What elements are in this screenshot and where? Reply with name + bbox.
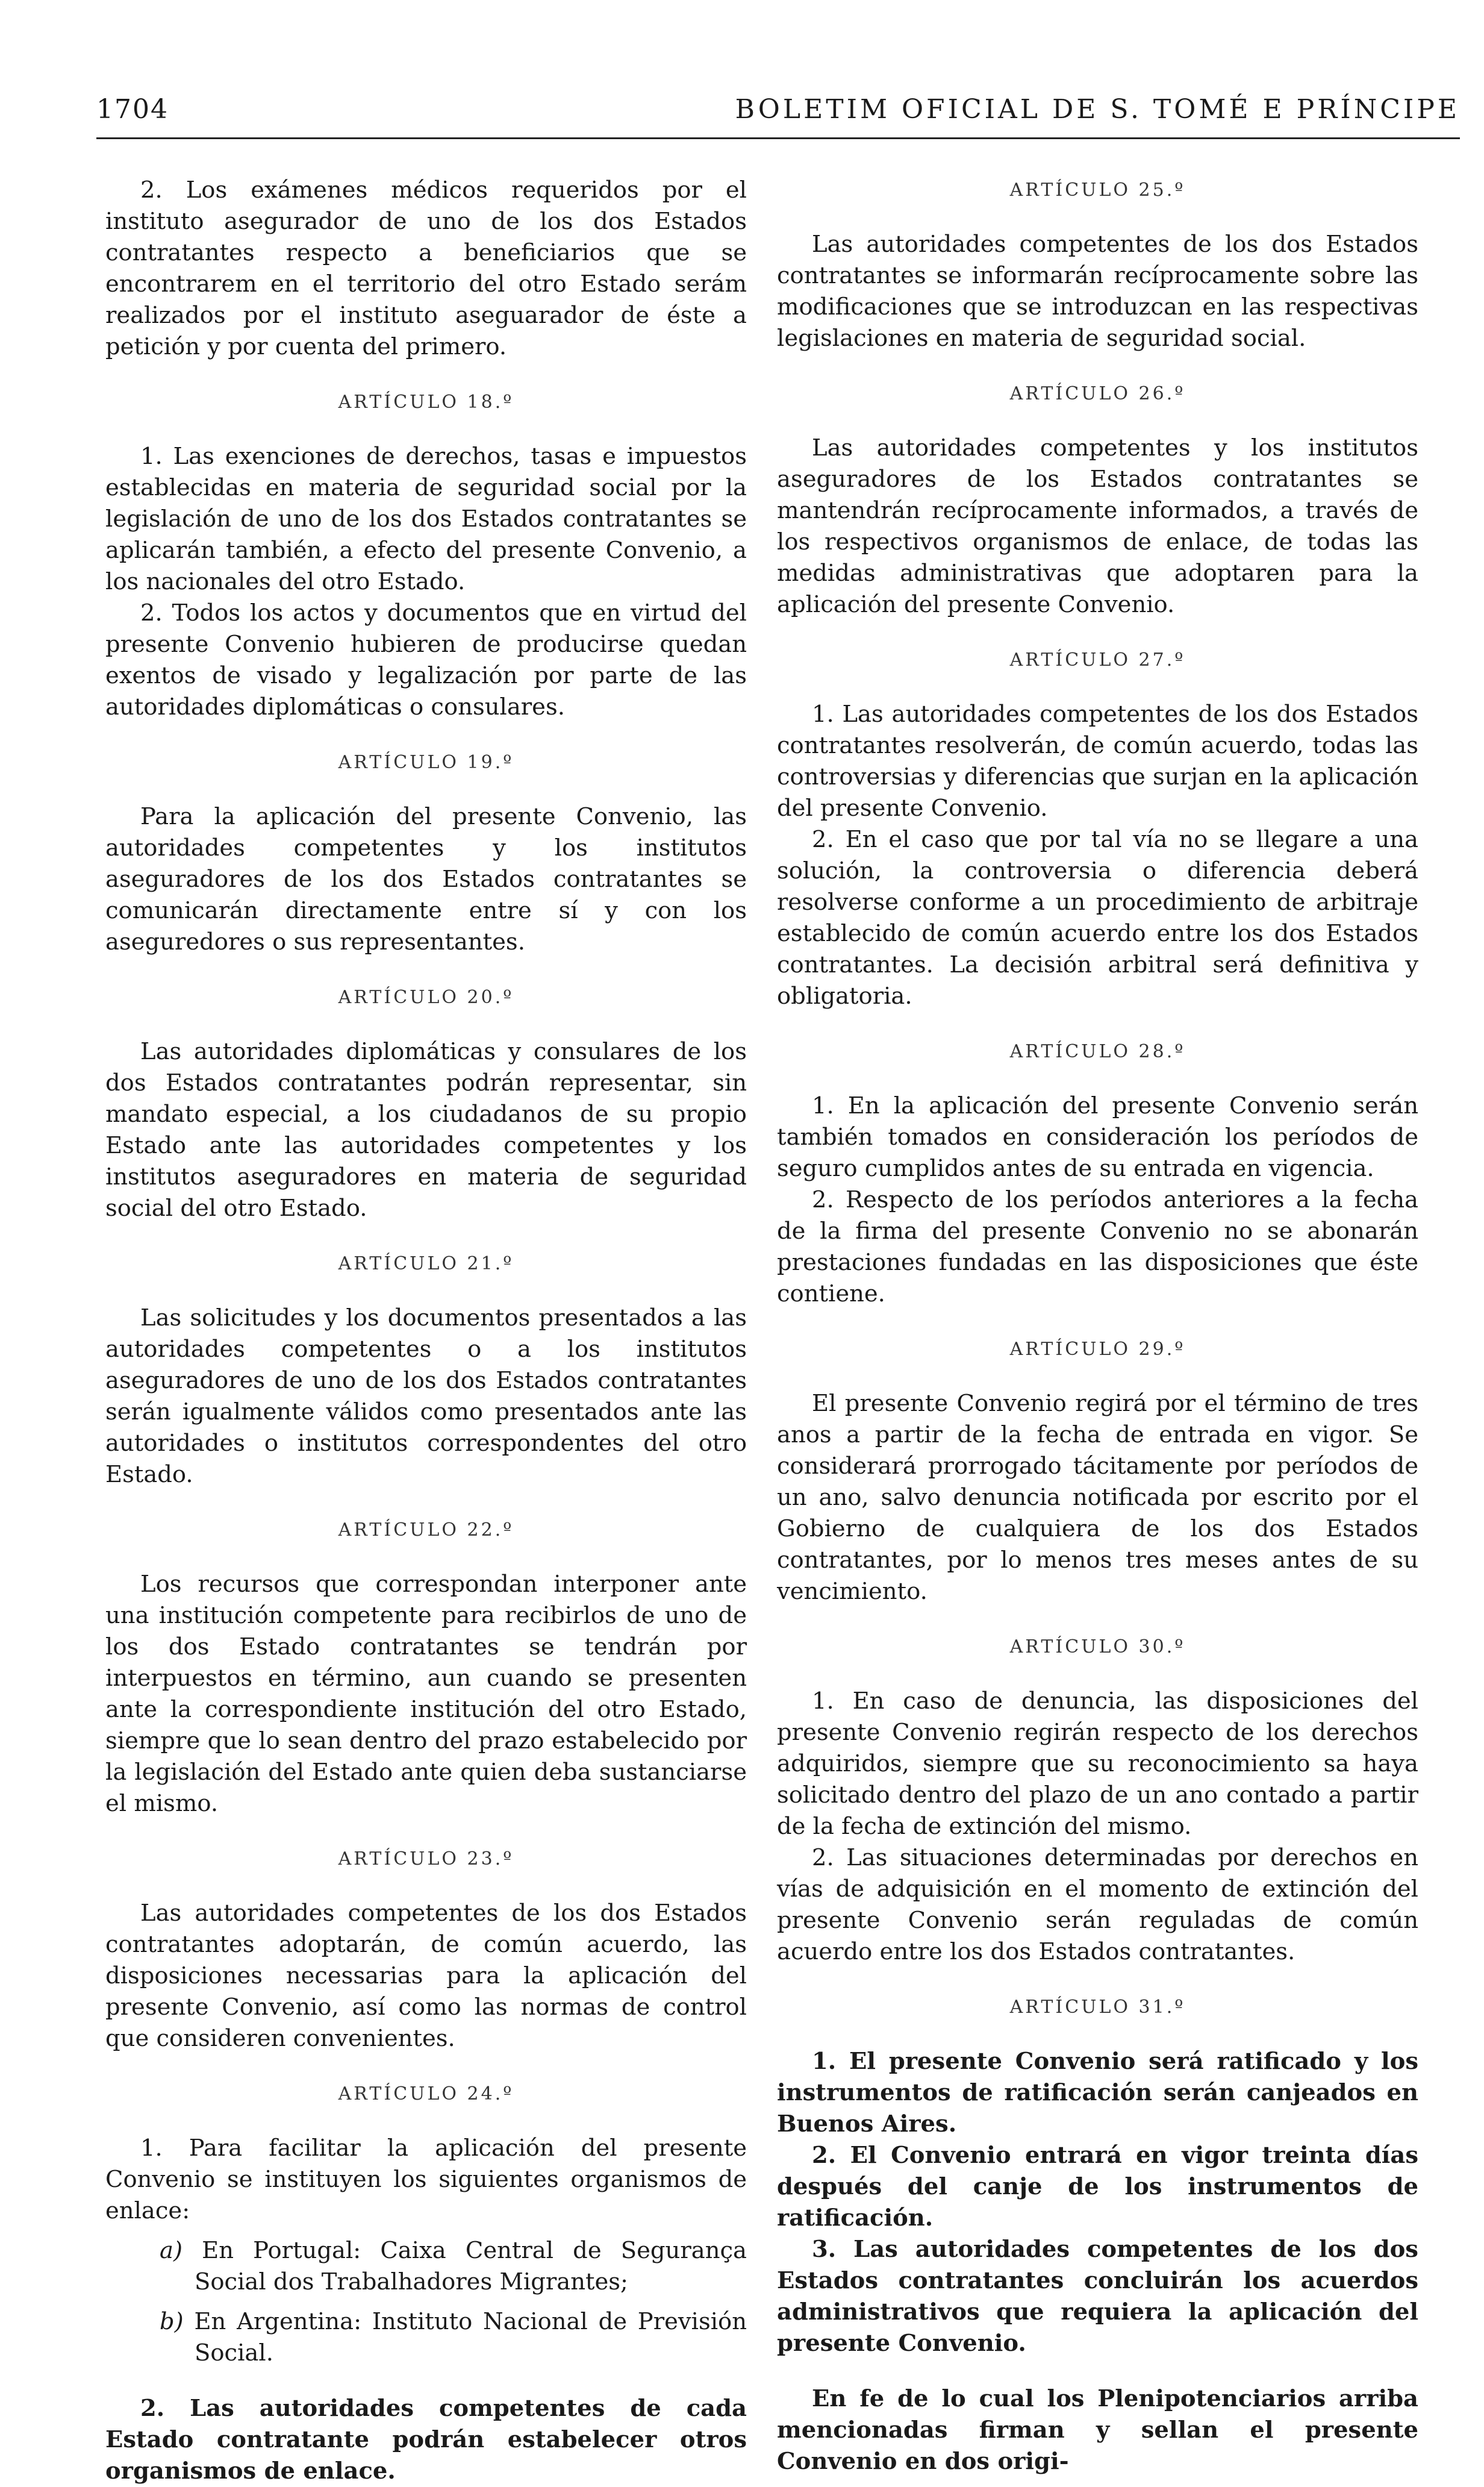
article-heading: ARTÍCULO 19.º	[338, 752, 514, 773]
paragraph: 2. Todos los actos y documentos que en virtud del presente Convenio hubieren de producirse quedan exentos de visado y legalización por parte de las autoridades diplomáticas o consulares.	[105, 599, 747, 721]
paragraph: 1. En la aplicación del presente Convenio serán también tomados en consideración los períodos de seguro cumplidos antes de su entrada en vigencia.	[777, 1092, 1418, 1182]
list-item-text: En Argentina: Instituto Nacional de Previsión Social.	[194, 2308, 747, 2367]
paragraph: Las autoridades competentes de los dos Estados contratantes adoptarán, de común acuerdo, las disposiciones necessarias para la aplicación del presente Convenio, así como las normas de control que consideren convenientes.	[105, 1900, 747, 2052]
journal-title: BOLETIM OFICIAL DE S. TOMÉ E PRÍNCIPE	[735, 94, 1460, 125]
paragraph: Los recursos que correspondan interponer ante una institución competente para recibirlos de uno de los dos Estado contratantes se tendrán por interpuestos en término, aun cuando se presenten ante la correspondiente institución del otro Estado, siempre que lo sean dentro del prazo estabelecido por la legislación del Estado ante quien deba sustanciarse el mismo.	[105, 1571, 747, 1817]
article-heading: ARTÍCULO 18.º	[338, 392, 514, 413]
article-heading: ARTÍCULO 23.º	[338, 1848, 514, 1869]
closing-paragraph: En fe de lo cual los Plenipotenciarios arriba mencionadas firman y sellan el presente Convenio en dos origi-	[777, 2385, 1418, 2475]
article-heading: ARTÍCULO 31.º	[1009, 1997, 1186, 2018]
paragraph: 2. En el caso que por tal vía no se llegare a una solución, la controversia o diferencia deberá resolverse conforme a un procedimiento de arbitraje establecido de común acuerdo entre los dos Estados contratantes. La decisión arbitral será definitiva y obligatoria.	[777, 826, 1418, 1010]
list-marker: b)	[160, 2308, 184, 2335]
paragraph: Para la aplicación del presente Convenio, las autoridades competentes y los institutos aseguradores de los dos Estados contratantes se comunicarán directamente entre sí y con los aseguredores o sus representantes.	[105, 803, 747, 956]
article-heading: ARTÍCULO 21.º	[338, 1253, 514, 1274]
paragraph: 1. El presente Convenio será ratificado y los instrumentos de ratificación serán canjeados en Buenos Aires.	[777, 2048, 1418, 2138]
page-header	[96, 90, 1460, 139]
header-divider	[96, 137, 1460, 139]
list-item	[129, 2306, 747, 2369]
list-item	[129, 2235, 747, 2298]
paragraph: 2. Los exámenes médicos requeridos por el instituto asegurador de uno de los dos Estados contratantes respecto a beneficiarios que se encontrarem en el territorio del otro Estado serám realizados por el instituto aseguarador de éste a petición y por cuenta del primero.	[105, 177, 747, 360]
paragraph: 1. Las autoridades competentes de los dos Estados contratantes resolverán, de común acuerdo, todas las controversias y diferencias que surjan en la aplicación del presente Convenio.	[777, 701, 1418, 822]
article-heading: ARTÍCULO 30.º	[1009, 1636, 1186, 1657]
article-heading: ARTÍCULO 25.º	[1009, 180, 1186, 201]
paragraph: 1. Las exenciones de derechos, tasas e impuestos establecidas en materia de seguridad social por la legislación de uno de los dos Estados contratantes se aplicarán también, a efecto del presente Convenio, a los nacionales del otro Estado.	[105, 443, 747, 595]
paragraph: Las autoridades competentes y los institutos aseguradores de los Estados contratantes se mantendrán recíprocamente informados, a través de los respectivos organismos de enlace, de todas las medidas administrativas que adoptaren para la aplicación del presente Convenio.	[777, 434, 1418, 618]
article-heading: ARTÍCULO 26.º	[1009, 383, 1186, 404]
paragraph: 2. Las situaciones determinadas por derechos en vías de adquisición en el momento de extinción del presente Convenio serán reguladas de común acuerdo entre los dos Estados contratantes.	[777, 1844, 1418, 1965]
left-column	[105, 175, 747, 2487]
right-column	[777, 175, 1418, 2477]
list-marker: a)	[160, 2237, 182, 2264]
paragraph: 1. En caso de denuncia, las disposiciones del presente Convenio regirán respecto de los derechos adquiridos, siempre que su reconocimiento sa haya solicitado dentro del plazo de un ano contado a partir de la fecha de extinción del mismo.	[777, 1688, 1418, 1840]
article-heading: ARTÍCULO 27.º	[1009, 649, 1186, 671]
list-item-text: En Portugal: Caixa Central de Segurança Social dos Trabalhadores Migrantes;	[195, 2237, 747, 2295]
paragraph: 2. El Convenio entrará en vigor treinta días después del canje de los instrumentos de ratificación.	[777, 2142, 1418, 2232]
paragraph: 2. Las autoridades competentes de cada Estado contratante podrán estabelecer otros organismos de enlace.	[105, 2395, 747, 2485]
paragraph: 1. Para facilitar la aplicación del presente Convenio se instituyen los siguientes organismos de enlace:	[105, 2135, 747, 2224]
paragraph: Las autoridades competentes de los dos Estados contratantes se informarán recíprocamente sobre las modificaciones que se introduzcan en las respectivas legislaciones en materia de seguridad social.	[777, 231, 1418, 352]
paragraph: 3. Las autoridades competentes de los dos Estados contratantes concluirán los acuerdos administrativos que requiera la aplicación del presente Convenio.	[777, 2236, 1418, 2357]
article-heading: ARTÍCULO 20.º	[338, 987, 514, 1008]
paragraph: El presente Convenio regirá por el término de tres anos a partir de la fecha de entrada en vigor. Se considerará prorrogado tácitamente por períodos de un ano, salvo denuncia notificada por escrito por el Gobierno de cualquiera de los dos Estados contratantes, por lo menos tres meses antes de su vencimiento.	[777, 1390, 1418, 1605]
article-heading: ARTÍCULO 28.º	[1009, 1041, 1186, 1062]
article-heading: ARTÍCULO 22.º	[338, 1519, 514, 1541]
paragraph: 2. Respecto de los períodos anteriores a la fecha de la firma del presente Convenio no se abonarán prestaciones fundadas en las disposiciones que éste contiene.	[777, 1186, 1418, 1307]
paragraph: Las solicitudes y los documentos presentados a las autoridades competentes o a los institutos aseguradores de uno de los dos Estados contratantes serán igualmente válidos como presentados ante las autoridades o institutos correspondentes del otro Estado.	[105, 1304, 747, 1488]
paragraph: Las autoridades diplomáticas y consulares de los dos Estados contratantes podrán representar, sin mandato especial, a los ciudadanos de su propio Estado ante las autoridades competentes y los institutos aseguradores en materia de seguridad social del otro Estado.	[105, 1038, 747, 1222]
article-heading: ARTÍCULO 29.º	[1009, 1339, 1186, 1360]
article-heading: ARTÍCULO 24.º	[338, 2083, 514, 2104]
page-number: 1704	[96, 94, 169, 125]
